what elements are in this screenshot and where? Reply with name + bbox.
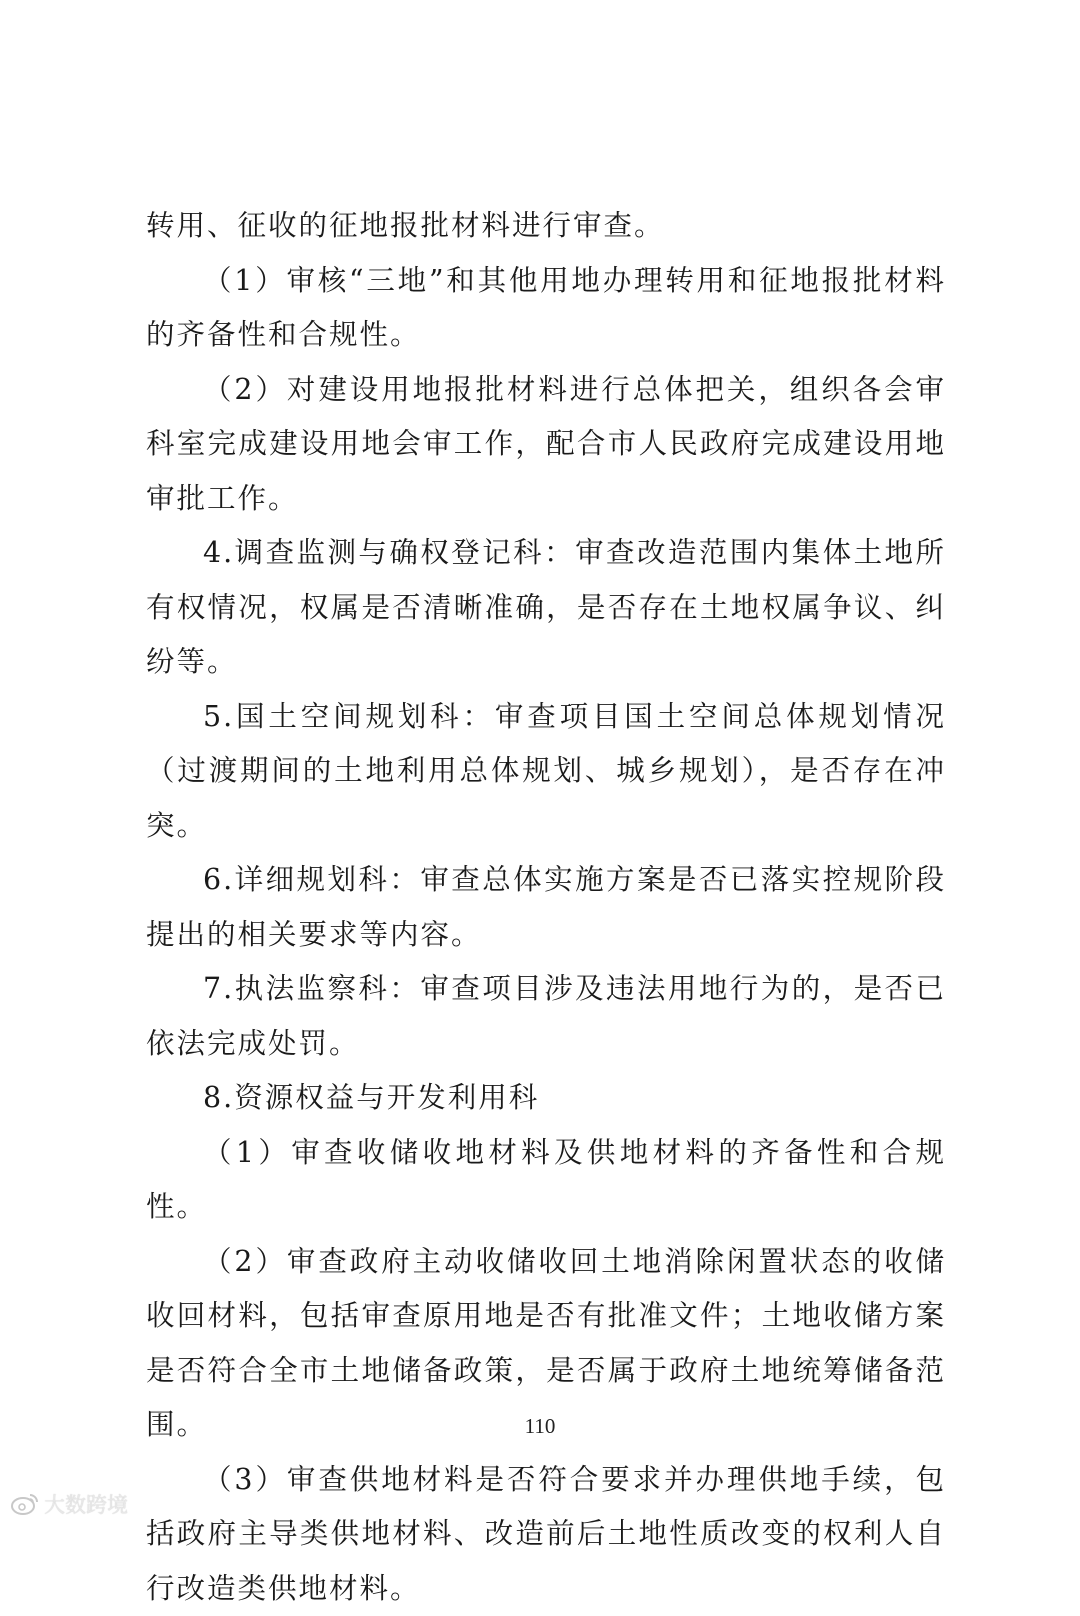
document-body [146, 199, 946, 1616]
paragraph: （1）审核“三地”和其他用地办理转用和征地报批材料的齐备性和合规性。 [146, 254, 946, 363]
watermark-text: 大数跨境 [44, 1489, 128, 1519]
paragraph: （2）审查政府主动收储收回土地消除闲置状态的收储收回材料，包括审查原用地是否有批准文件；土地收储方案是否符合全市土地储备政策，是否属于政府土地统筹储备范围。 [146, 1235, 946, 1453]
paragraph: 4.调查监测与确权登记科：审查改造范围内集体土地所有权情况，权属是否清晰准确，是否存在土地权属争议、纠纷等。 [146, 526, 946, 690]
paragraph: 8.资源权益与开发利用科 [146, 1071, 946, 1126]
paragraph: （3）审查供地材料是否符合要求并办理供地手续，包括政府主导类供地材料、改造前后土地性质改变的权利人自行改造类供地材料。 [146, 1453, 946, 1616]
paragraph: （2）对建设用地报批材料进行总体把关，组织各会审科室完成建设用地会审工作，配合市人民政府完成建设用地审批工作。 [146, 363, 946, 527]
paragraph: 7.执法监察科：审查项目涉及违法用地行为的，是否已依法完成处罚。 [146, 962, 946, 1071]
paragraph: （1）审查收储收地材料及供地材料的齐备性和合规性。 [146, 1126, 946, 1235]
watermark [10, 1490, 128, 1518]
paragraph: 5.国土空间规划科：审查项目国土空间总体规划情况（过渡期间的土地利用总体规划、城乡规划），是否存在冲突。 [146, 690, 946, 854]
page-number: 110 [0, 1414, 1080, 1439]
weibo-logo-icon [10, 1492, 40, 1516]
paragraph: 转用、征收的征地报批材料进行审查。 [146, 199, 946, 254]
paragraph: 6.详细规划科：审查总体实施方案是否已落实控规阶段提出的相关要求等内容。 [146, 853, 946, 962]
